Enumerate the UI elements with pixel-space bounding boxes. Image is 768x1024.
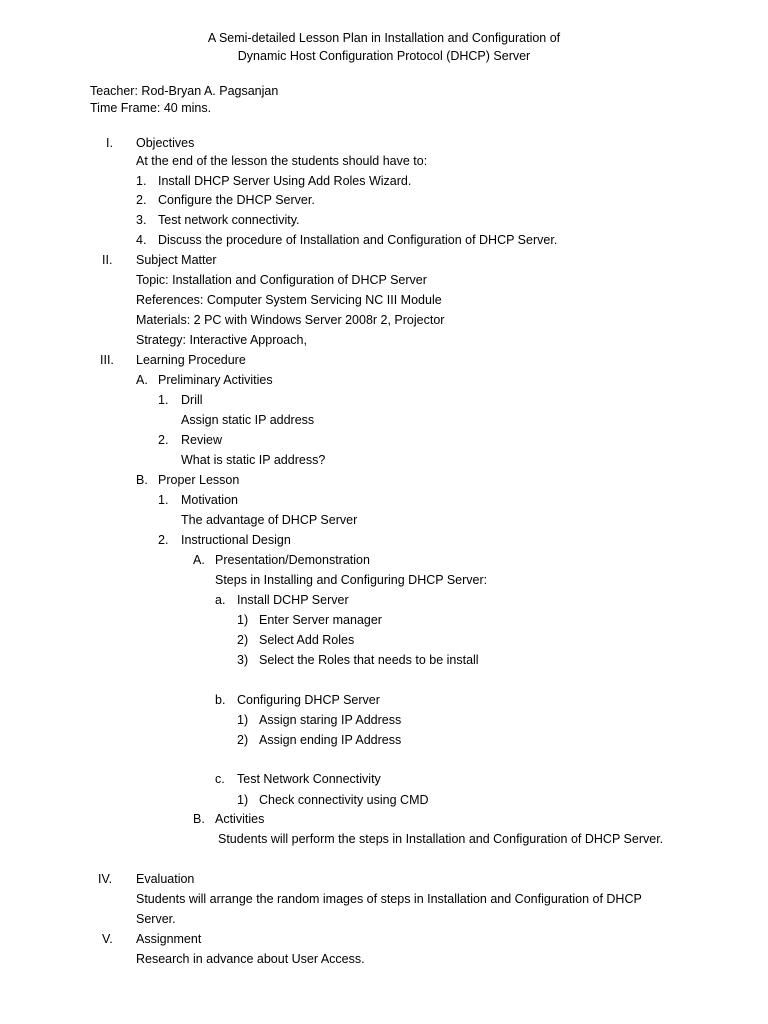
review-text: What is static IP address?	[181, 453, 326, 467]
section-heading-objectives: Objectives	[136, 136, 195, 150]
activities-heading: Activities	[215, 812, 265, 826]
section-numeral-3: III.	[100, 353, 114, 367]
step-heading-test: Test Network Connectivity	[237, 772, 381, 786]
subject-references: References: Computer System Servicing NC III Module	[136, 293, 442, 307]
instructional-design-heading: Instructional Design	[181, 533, 291, 547]
title-line-2: Dynamic Host Configuration Protocol (DHCP) Server	[237, 49, 531, 63]
list-number: 1.	[158, 493, 169, 507]
step-letter: b.	[215, 693, 226, 707]
step-number: 1)	[237, 793, 249, 807]
subject-strategy: Strategy: Interactive Approach,	[136, 333, 307, 347]
teacher-line: Teacher: Rod-Bryan A. Pagsanjan	[90, 84, 279, 98]
objective-item: Discuss the procedure of Installation and Configuration of DHCP Server.	[158, 233, 558, 247]
preliminary-activities-heading: Preliminary Activities	[158, 373, 273, 387]
activities-text: Students will perform the steps in Installation and Configuration of DHCP Server.	[218, 832, 664, 846]
title-line-1: A Semi-detailed Lesson Plan in Installation and Configuration of	[207, 31, 561, 45]
list-number: 1.	[136, 174, 147, 188]
step-number: 2)	[237, 633, 249, 647]
step-number: 3)	[237, 653, 249, 667]
step-number: 1)	[237, 613, 249, 627]
objective-item: Install DHCP Server Using Add Roles Wizard.	[158, 174, 412, 188]
step-heading-configuring: Configuring DHCP Server	[237, 693, 380, 707]
step-heading-install: Install DCHP Server	[237, 593, 349, 607]
objective-item: Test network connectivity.	[158, 213, 300, 227]
list-number: 2.	[158, 433, 169, 447]
presentation-text: Steps in Installing and Configuring DHCP Server:	[215, 573, 488, 587]
section-heading-subject-matter: Subject Matter	[136, 253, 217, 267]
list-number: 3.	[136, 213, 147, 227]
review-heading: Review	[181, 433, 222, 447]
sub-letter: B.	[136, 473, 148, 487]
sub-letter: A.	[193, 553, 205, 567]
step-item: Assign staring IP Address	[259, 713, 402, 727]
objectives-intro: At the end of the lesson the students should have to:	[136, 154, 428, 168]
section-numeral-1: I.	[106, 136, 113, 150]
list-number: 2.	[158, 533, 169, 547]
step-letter: c.	[215, 772, 225, 786]
step-item: Select Add Roles	[259, 633, 355, 647]
time-frame-line: Time Frame: 40 mins.	[90, 101, 212, 115]
subject-materials: Materials: 2 PC with Windows Server 2008r 2, Projector	[136, 313, 445, 327]
evaluation-text-line-2: Server.	[136, 912, 176, 926]
objective-item: Configure the DHCP Server.	[158, 193, 315, 207]
presentation-heading: Presentation/Demonstration	[215, 553, 370, 567]
list-number: 4.	[136, 233, 147, 247]
step-number: 2)	[237, 733, 249, 747]
drill-heading: Drill	[181, 393, 203, 407]
sub-letter: B.	[193, 812, 205, 826]
section-heading-learning-procedure: Learning Procedure	[136, 353, 246, 367]
drill-text: Assign static IP address	[181, 413, 315, 427]
section-numeral-2: II.	[102, 253, 113, 267]
step-item: Enter Server manager	[259, 613, 382, 627]
section-heading-assignment: Assignment	[136, 932, 202, 946]
sub-letter: A.	[136, 373, 148, 387]
subject-topic: Topic: Installation and Configuration of DHCP Server	[136, 273, 427, 287]
assignment-text: Research in advance about User Access.	[136, 952, 365, 966]
section-numeral-5: V.	[102, 932, 113, 946]
list-number: 2.	[136, 193, 147, 207]
step-item: Select the Roles that needs to be install	[259, 653, 479, 667]
motivation-heading: Motivation	[181, 493, 238, 507]
step-letter: a.	[215, 593, 226, 607]
section-heading-evaluation: Evaluation	[136, 872, 195, 886]
step-item: Assign ending IP Address	[259, 733, 402, 747]
list-number: 1.	[158, 393, 169, 407]
step-number: 1)	[237, 713, 249, 727]
evaluation-text-line-1: Students will arrange the random images of steps in Installation and Configuration of DHCP	[136, 892, 642, 906]
proper-lesson-heading: Proper Lesson	[158, 473, 240, 487]
section-numeral-4: IV.	[98, 872, 113, 886]
motivation-text: The advantage of DHCP Server	[181, 513, 358, 527]
step-item: Check connectivity using CMD	[259, 793, 429, 807]
